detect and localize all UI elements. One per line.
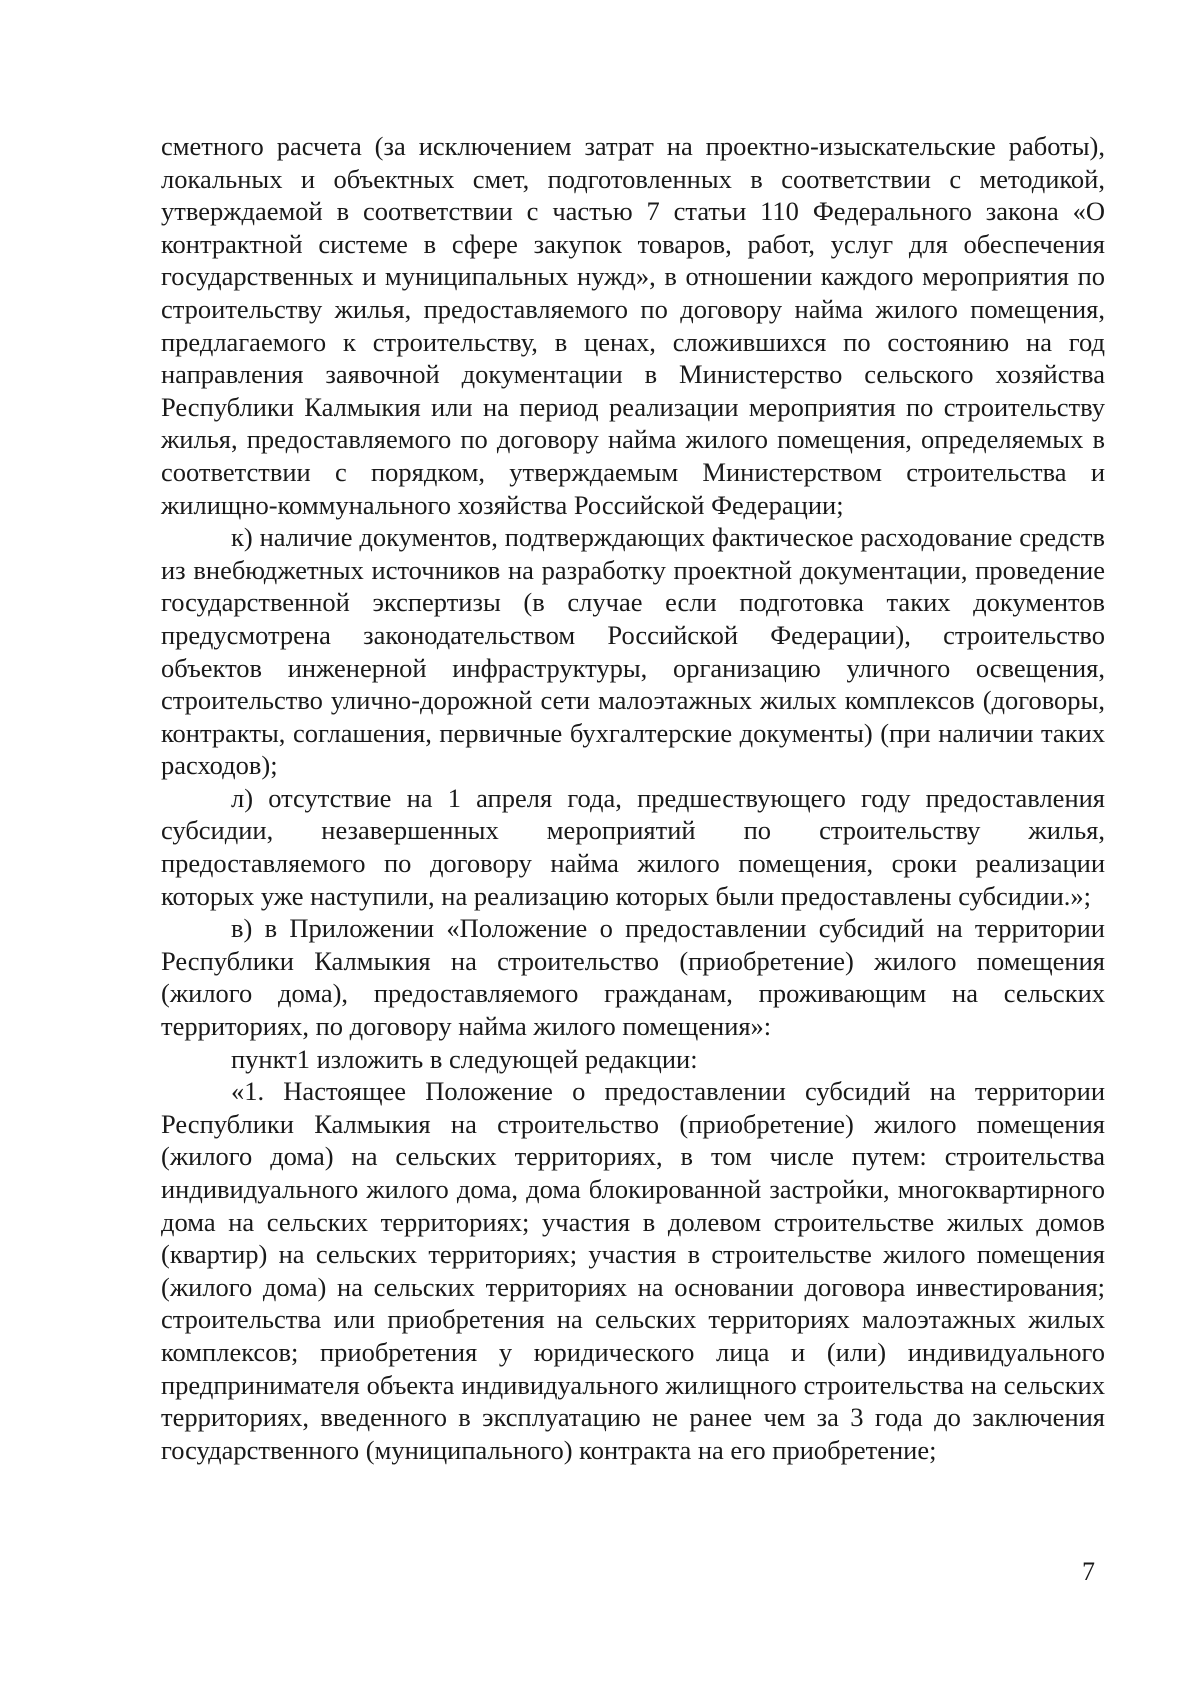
paragraph-estimate-calculation: сметного расчета (за исключением затрат на проектно-изыскательские работы), локальных и объектных смет, подготовленных в соответствии с методикой, утверждаемой в соответствии с частью 7 статьи 110 Федерального закона «О контрактной системе в сфере закупок товаров, работ, услуг для обеспечения государственных и муниципальных нужд», в отношении каждого мероприятия по строительству жилья, предоставляемого по договору найма жилого помещения, предлагаемого к строительству, в ценах, сложившихся по состоянию на год направления заявочной документации в Министерство сельского хозяйства Республики Калмыкия или на период реализации мероприятия по строительству жилья, предоставляемого по договору найма жилого помещения, определяемых в соответствии с порядком, утверждаемым Министерством строительства и жилищно-коммунального хозяйства Российской Федерации; (161, 131, 1105, 520)
paragraph-v-appendix: в) в Приложении «Положение о предоставлении субсидий на территории Республики Калмыкия на строительство (приобретение) жилого помещения (жилого дома), предоставляемого гражданам, проживающим на сельских территориях, по договору найма жилого помещения»: (161, 913, 1105, 1042)
paragraph-item1-text: «1. Настоящее Положение о предоставлении субсидий на территории Республики Калмыкия на строительство (приобретение) жилого помещения (жилого дома) на сельских территориях, в том числе путем: строительства индивидуального жилого дома, дома блокированной застройки, многоквартирного дома на сельских территориях; участия в долевом строительстве жилых домов (квартир) на сельских территориях; участия в строительстве жилого помещения (жилого дома) на сельских территориях на основании договора инвестирования; строительства или приобретения на сельских территориях малоэтажных жилых комплексов; приобретения у юридического лица и (или) индивидуального предпринимателя объекта индивидуального жилищного строительства на сельских территориях, введенного в эксплуатацию не ранее чем за 3 года до заключения государственного (муниципального) контракта на его приобретение; (161, 1076, 1105, 1465)
paragraph-k-documents: к) наличие документов, подтверждающих фактическое расходование средств из внебюджетных источников на разработку проектной документации, проведение государственной экспертизы (в случае если подготовка таких документов предусмотрена законодательством Российской Федерации), строительство объектов инженерной инфраструктуры, организацию уличного освещения, строительство улично-дорожной сети малоэтажных жилых комплексов (договоры, контракты, соглашения, первичные бухгалтерские документы) (при наличии таких расходов); (161, 522, 1105, 781)
paragraph-l-absence: л) отсутствие на 1 апреля года, предшествующего году предоставления субсидии, незавершенных мероприятий по строительству жилья, предоставляемого по договору найма жилого помещения, сроки реализации которых уже наступили, на реализацию которых были предоставлены субсидии.»; (161, 782, 1105, 911)
page-number: 7 (1082, 1557, 1095, 1586)
paragraph-item1-intro: пункт1 изложить в следующей редакции: (231, 1043, 698, 1074)
document-body (161, 130, 1105, 1466)
